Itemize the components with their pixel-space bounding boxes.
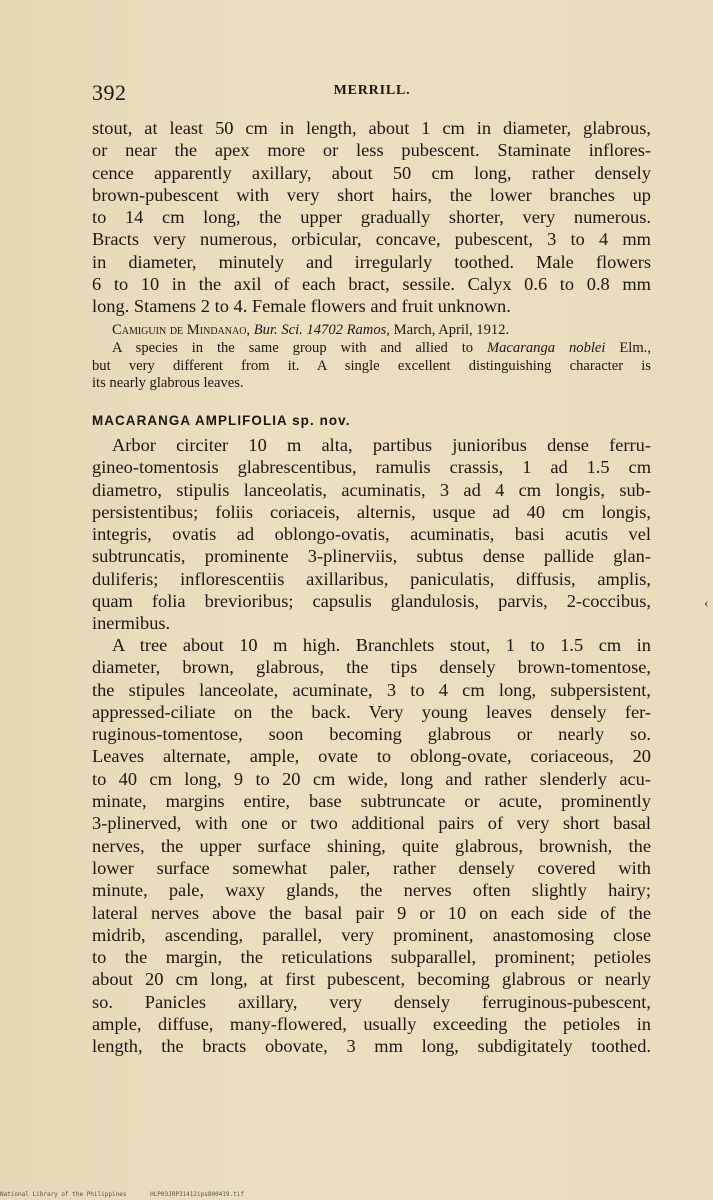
- scan-footer: [0, 1191, 264, 1198]
- page-header: [92, 80, 652, 108]
- text-line: so. Panicles axillary, very densely ferruginous-pubescent,: [92, 991, 651, 1012]
- specimen-and-note: [92, 322, 651, 393]
- page-edge-mark: ‹: [704, 596, 709, 611]
- text-line: to the margin, the reticulations subparallel, prominent; petioles: [92, 947, 651, 968]
- text-line: minute, pale, waxy glands, the nerves often slightly hairy;: [92, 880, 651, 901]
- specimen-citation: [92, 322, 651, 340]
- footer-library: National Library of the Philippines: [0, 1191, 127, 1198]
- text-line: diameter, brown, glabrous, the tips densely brown-tomentose,: [92, 657, 651, 678]
- text-line: ruginous-tomentose, soon becoming glabrous or nearly so.: [92, 724, 651, 745]
- specimen-locality: Camiguin de Mindanao,: [112, 322, 251, 338]
- text-line: or near the apex more or less pubescent. Staminate inflores-: [92, 140, 651, 161]
- text-line: 6 to 10 in the axil of each bract, sessile. Calyx 0.6 to 0.8 mm: [92, 274, 651, 295]
- continued-description: [92, 117, 651, 318]
- text-line: gineo-tomentosis glabrescentibus, ramulis crassis, 1 ad 1.5 cm: [92, 457, 651, 478]
- text-line: integris, ovatis ad oblongo-ovatis, acuminatis, basi acutis vel: [92, 524, 651, 545]
- running-head: MERRILL.: [333, 83, 411, 98]
- text-line: appressed-ciliate on the back. Very young leaves densely fer-: [92, 701, 651, 722]
- note-line: its nearly glabrous leaves.: [92, 375, 244, 392]
- species-name: Macaranga noblei: [486, 339, 606, 356]
- text-line: nerves, the upper surface shining, quite glabrous, brownish, the: [92, 835, 651, 856]
- text-line: inermibus.: [92, 613, 171, 634]
- text-line: in diameter, minutely and irregularly toothed. Male flowers: [92, 251, 651, 272]
- text-line: subtruncatis, prominente 3-plinerviis, subtus dense pallide glan-: [92, 546, 651, 567]
- text-line: diametro, stipulis lanceolatis, acuminatis, 3 ad 4 cm longis, sub-: [92, 479, 651, 500]
- note-text: Elm.,: [605, 339, 651, 356]
- text-line: Bracts very numerous, orbicular, concave, pubescent, 3 to 4 mm: [92, 229, 651, 250]
- section-heading: MACARANGA AMPLIFOLIA sp. nov.: [92, 413, 351, 428]
- text-line: the stipules lanceolate, acuminate, 3 to 4 cm long, subpersistent,: [92, 679, 651, 700]
- text-line: midrib, ascending, parallel, very prominent, anastomosing close: [92, 924, 651, 945]
- specimen-number: Bur. Sci. 14702 Ramos,: [253, 322, 390, 338]
- specimen-date: March, April, 1912.: [393, 322, 510, 338]
- text-line: ample, diffuse, many-flowered, usually exceeding the petioles in: [92, 1014, 651, 1035]
- note-line: [92, 340, 651, 358]
- note-text: A species in the same group with and allied to: [112, 339, 487, 356]
- page-number: 392: [92, 80, 127, 105]
- latin-description: [92, 434, 651, 635]
- text-line: lower surface somewhat paler, rather densely covered with: [92, 857, 651, 878]
- note-line: but very different from it. A single excellent distinguishing character is: [92, 357, 651, 374]
- text-line: quam folia brevioribus; capsulis glandulosis, parvis, 2-coccibus,: [92, 591, 651, 612]
- text-line: cence apparently axillary, about 50 cm long, rather densely: [92, 162, 651, 183]
- text-line: persistentibus; foliis coriaceis, alternis, usque ad 40 cm longis,: [92, 501, 651, 522]
- text-line: 3-plinerved, with one or two additional pairs of very short basal: [92, 813, 651, 834]
- text-line: stout, at least 50 cm in length, about 1 cm in diameter, glabrous,: [92, 118, 651, 138]
- text-line: to 14 cm long, the upper gradually shorter, very numerous.: [92, 207, 651, 228]
- text-line: Arbor circiter 10 m alta, partibus junioribus dense ferru-: [112, 435, 651, 455]
- text-line: to 40 cm long, 9 to 20 cm wide, long and rather slenderly acu-: [92, 768, 651, 789]
- text-line: Leaves alternate, ample, ovate to oblong-ovate, coriaceous, 20: [92, 746, 651, 767]
- english-description: [92, 634, 651, 1058]
- text-line: length, the bracts obovate, 3 mm long, subdigitately toothed.: [92, 1036, 651, 1057]
- text-line: brown-pubescent with very short hairs, the lower branches up: [92, 184, 651, 205]
- text-line: A tree about 10 m high. Branchlets stout, 1 to 1.5 cm in: [112, 635, 651, 655]
- text-line: about 20 cm long, at first pubescent, becoming glabrous or nearly: [92, 969, 651, 990]
- text-line: lateral nerves above the basal pair 9 or 10 on each side of the: [92, 902, 651, 923]
- footer-file: HLP03JRP31412ips800419.tif: [150, 1191, 244, 1198]
- text-line: minate, margins entire, base subtruncate or acute, prominently: [92, 791, 651, 812]
- text-line: long. Stamens 2 to 4. Female flowers and fruit unknown.: [92, 296, 511, 317]
- text-line: duliferis; inflorescentiis axillaribus, paniculatis, diffusis, amplis,: [92, 568, 651, 589]
